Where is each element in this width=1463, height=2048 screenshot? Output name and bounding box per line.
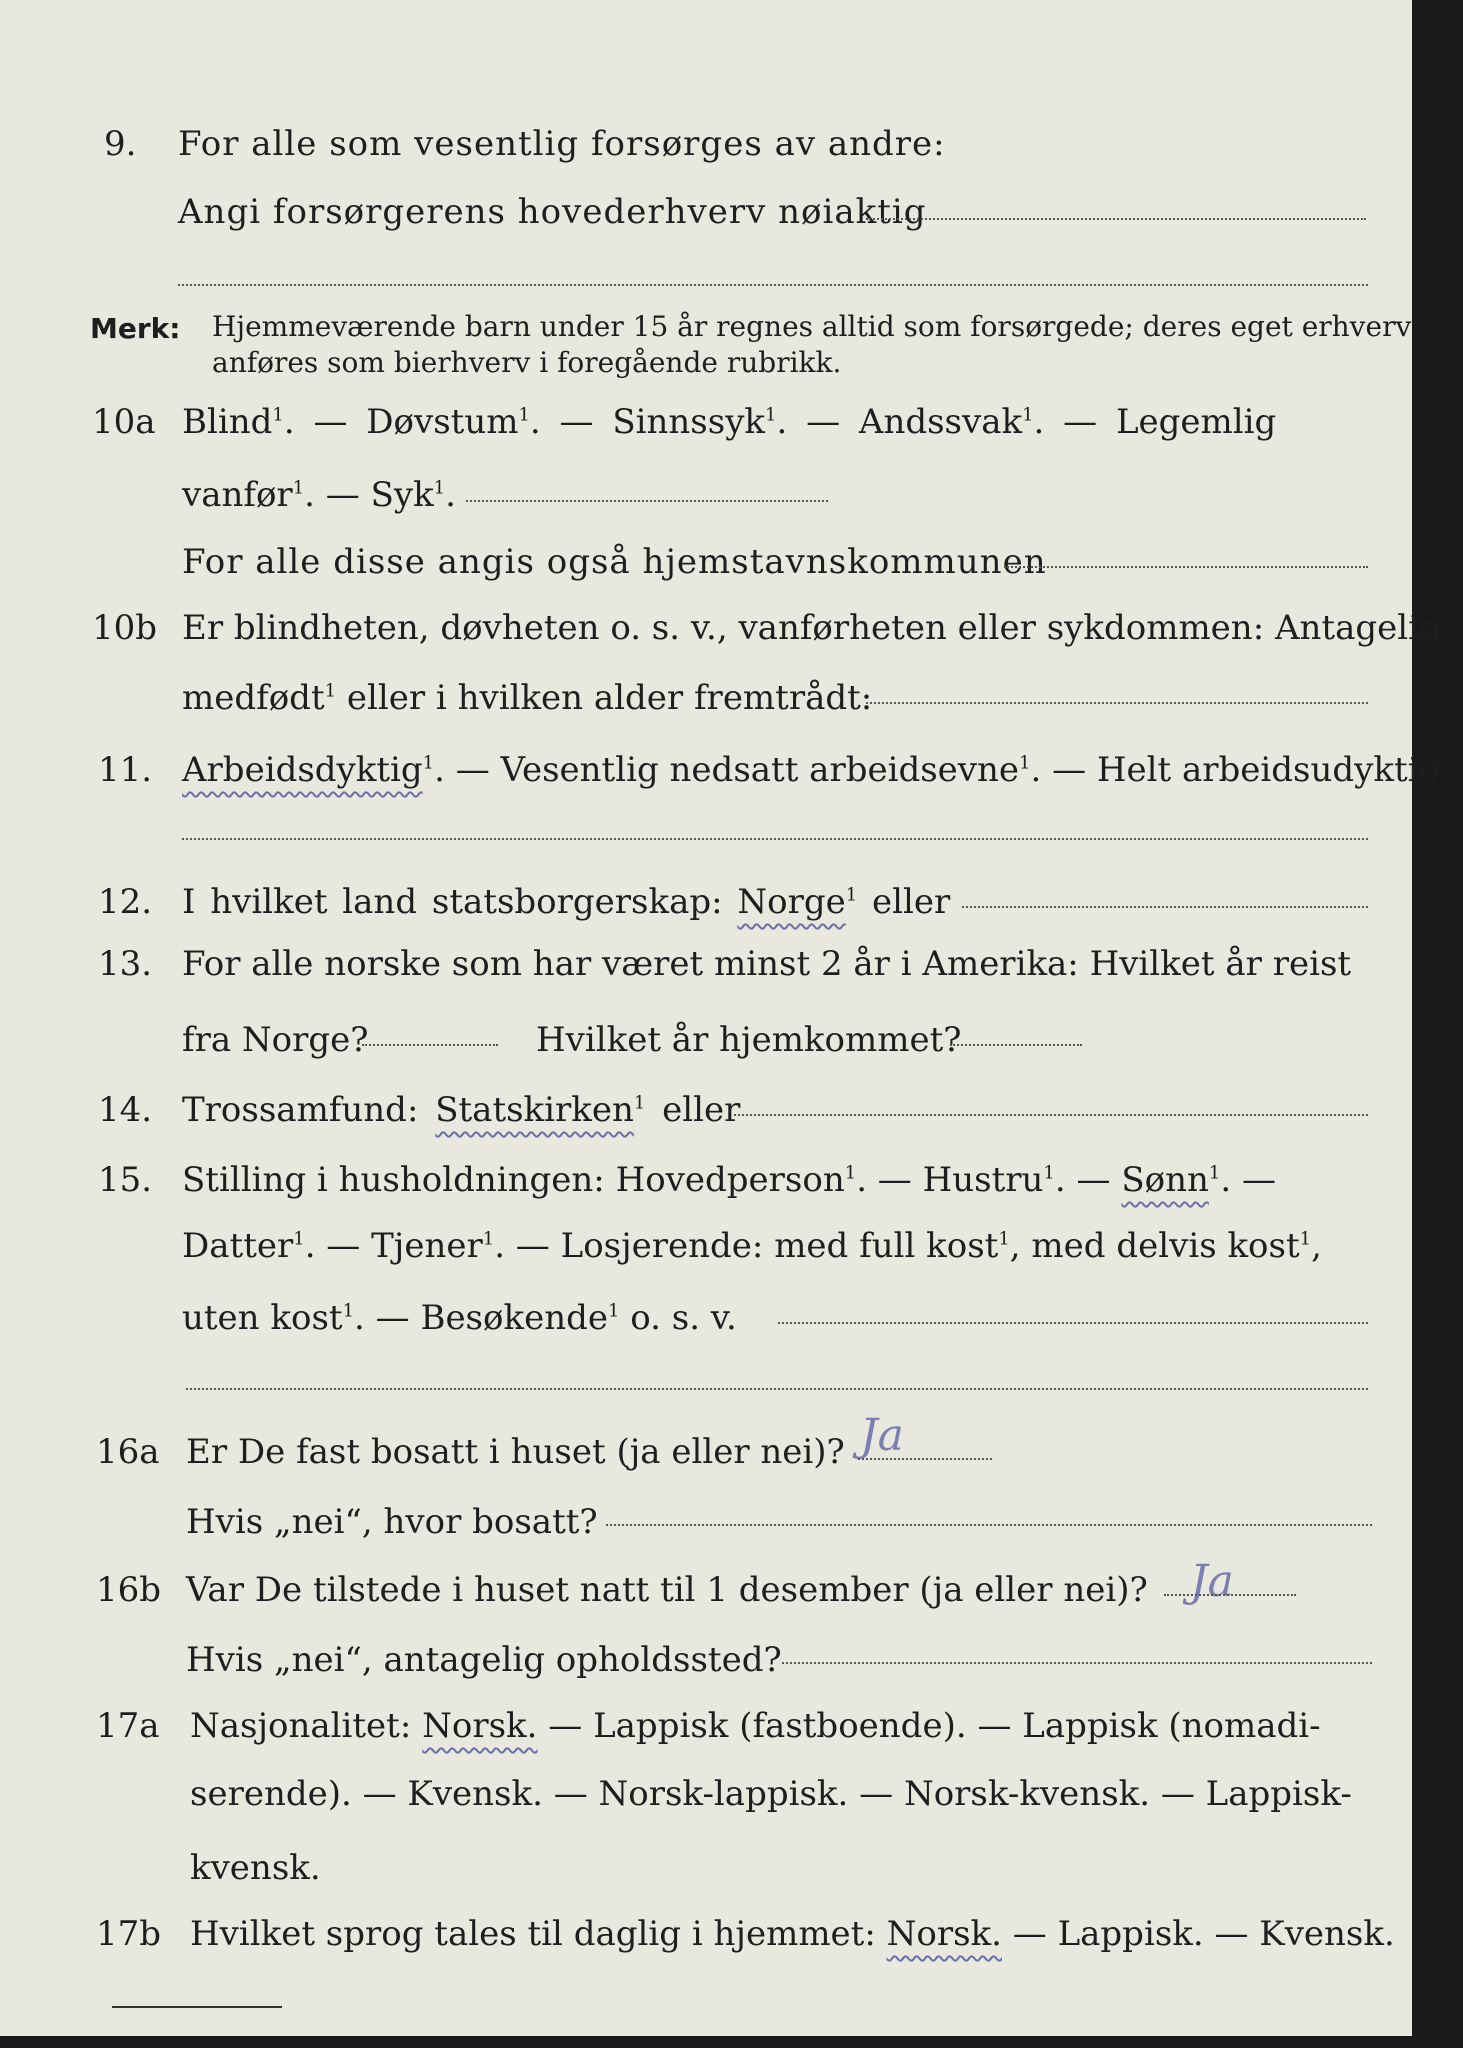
item-number-16a: 16a [96, 1432, 160, 1472]
q12-answer-line[interactable] [962, 906, 1368, 908]
q16a-bosatt-line[interactable] [606, 1524, 1372, 1526]
q10a-line3: For alle disse angis også hjemstavnskommunen [182, 542, 1047, 582]
item-number-14: 14. [98, 1090, 153, 1130]
q10a-hjemstavn-line[interactable] [1004, 566, 1368, 568]
q13-reist-line[interactable] [362, 1044, 498, 1046]
q16b-handwritten-answer: Ja [1190, 1556, 1234, 1607]
merk-label: Merk: [90, 312, 181, 345]
q16b-line1: Var De tilstede i huset natt til 1 desember (ja eller nei)? [186, 1570, 1148, 1610]
item-number-12: 12. [98, 882, 153, 922]
q16a-answer-line[interactable] [858, 1458, 992, 1460]
q13-hjemkommet-line[interactable] [950, 1044, 1082, 1046]
q9-answer-line-2[interactable] [178, 284, 1368, 286]
q10b-line2: medfødt$^1$ eller i hvilken alder fremtrådt: [182, 678, 873, 718]
q15-selected-sonn: Sønn [1121, 1160, 1209, 1200]
q12-selected-norge: Norge [737, 882, 846, 922]
q15-line3: uten kost$^1$. — Besøkende$^1$ o. s. v. [182, 1298, 737, 1338]
q13-line2b: Hvilket år hjemkommet? [536, 1020, 962, 1060]
item-number-10b: 10b [92, 608, 158, 648]
q16b-opholdssted-line[interactable] [782, 1662, 1372, 1664]
q10b-line1: Er blindheten, døvheten o. s. v., vanførheten eller sykdommen: Antagelig [182, 608, 1441, 648]
merk-line1: Hjemmeværende barn under 15 år regnes alltid som forsørgede; deres eget erhverv [212, 310, 1412, 343]
item-number-13: 13. [98, 944, 153, 984]
q13-line2a: fra Norge? [182, 1020, 369, 1060]
q9-answer-line[interactable] [866, 218, 1366, 220]
q11-selected-arbeidsdyktig: Arbeidsdyktig [182, 750, 423, 790]
q16b-answer-line[interactable] [1164, 1594, 1296, 1596]
q14-selected-statskirken: Statskirken [435, 1090, 634, 1130]
item-number-16b: 16b [96, 1570, 162, 1610]
q15-line2: Datter$^1$. — Tjener$^1$. — Losjerende: med full kost$^1$, med delvis kost$^1$, [182, 1226, 1322, 1266]
item-number-10a: 10a [92, 402, 156, 442]
q16a-handwritten-answer: Ja [860, 1410, 904, 1461]
q17a-line3: kvensk. [190, 1848, 321, 1888]
q16b-line2: Hvis „nei“, antagelig opholdssted? [186, 1640, 782, 1680]
q9-line1: For alle som vesentlig forsørges av andre: [178, 124, 946, 164]
q11-answer-line[interactable] [182, 838, 1368, 840]
q12-line: I hvilket land statsborgerskap: Norge$^1$ eller [182, 882, 951, 922]
item-number-15: 15. [98, 1160, 153, 1200]
q17a-line1: Nasjonalitet: Norsk. — Lappisk (fastboende). — Lappisk (nomadi- [190, 1706, 1321, 1746]
merk-line2: anføres som bierhverv i foregående rubrikk. [212, 346, 842, 379]
item-number-9: 9. [104, 124, 137, 164]
q10a-line2: vanfør$^1$. — Syk$^1$. [182, 475, 456, 515]
item-number-11: 11. [98, 750, 153, 790]
q14-line: Trossamfund: Statskirken$^1$ eller [182, 1090, 741, 1130]
q17a-selected-norsk: Norsk. [422, 1706, 538, 1746]
q16a-line1: Er De fast bosatt i huset (ja eller nei)? [186, 1432, 845, 1472]
q14-answer-line[interactable] [734, 1114, 1368, 1116]
q17a-line2: serende). — Kvensk. — Norsk-lappisk. — Norsk-kvensk. — Lappisk- [190, 1774, 1352, 1814]
q15-answer-line[interactable] [778, 1322, 1368, 1324]
q16a-line2: Hvis „nei“, hvor bosatt? [186, 1502, 598, 1542]
q10b-answer-line[interactable] [866, 702, 1368, 704]
q9-line2: Angi forsørgerens hovederhverv nøiaktig [178, 192, 927, 232]
footnote-rule [112, 2006, 282, 2008]
item-number-17a: 17a [96, 1706, 160, 1746]
q15-answer-line-2[interactable] [186, 1388, 1368, 1390]
item-number-17b: 17b [96, 1914, 162, 1954]
q13-line1: For alle norske som har været minst 2 år i Amerika: Hvilket år reist [182, 944, 1352, 984]
q17b-selected-norsk: Norsk. [886, 1914, 1002, 1954]
q17b-line: Hvilket sprog tales til daglig i hjemmet: Norsk. — Lappisk. — Kvensk. [190, 1914, 1395, 1954]
q11-line: Arbeidsdyktig$^1$. — Vesentlig nedsatt arbeidsevne$^1$. — Helt arbeidsudyktig$^1$. [182, 750, 1463, 790]
q15-line1: Stilling i husholdningen: Hovedperson$^1$. — Hustru$^1$. — Sønn$^1$. — [182, 1160, 1276, 1200]
q10a-line1: Blind$^1$. — Døvstum$^1$. — Sinnssyk$^1$. — Andssvak$^1$. — Legemlig [182, 402, 1277, 442]
q10a-answer-line[interactable] [466, 500, 828, 502]
